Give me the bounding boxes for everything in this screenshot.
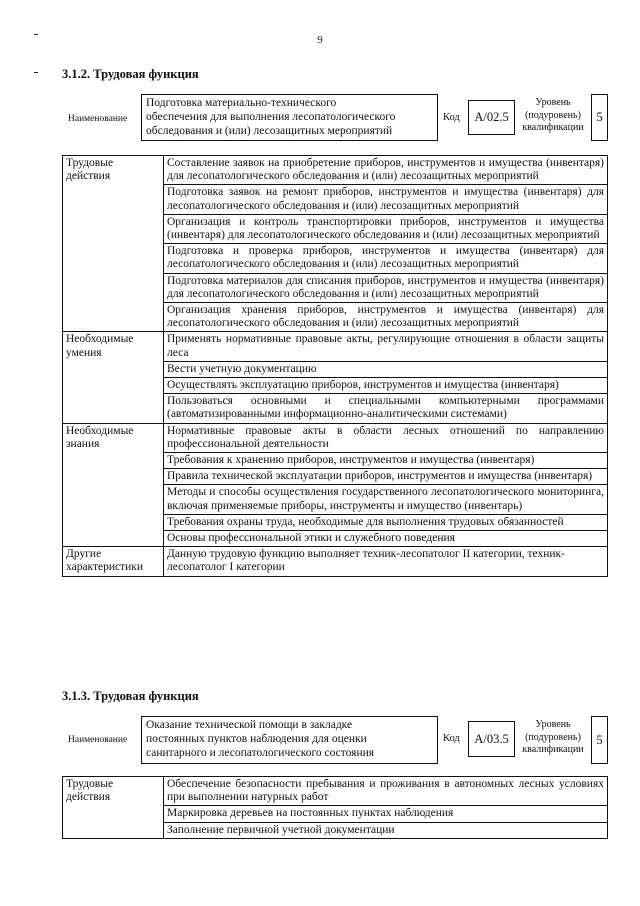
level-value: 5 bbox=[596, 110, 603, 124]
table-cell: Основы профессиональной этики и служебного поведения bbox=[164, 531, 608, 547]
table-cell: Применять нормативные правовые акты, регулирующие отношения в области защиты леса bbox=[164, 332, 608, 361]
table-cell: Правила технической эксплуатации приборов, инструментов и имущества (инвентаря) bbox=[164, 469, 608, 485]
function-name-box bbox=[141, 716, 438, 764]
scan-mark bbox=[34, 72, 38, 73]
code-value: А/02.5 bbox=[474, 110, 509, 124]
level-label-line: (подуровень) bbox=[525, 109, 581, 121]
name-label: Наименование bbox=[68, 735, 128, 745]
code-value: А/03.5 bbox=[474, 731, 509, 746]
table-cell: Заполнение первичной учетной документации bbox=[164, 822, 608, 838]
level-box bbox=[591, 716, 608, 764]
table-cell: Нормативные правовые акты в области лесных отношений по направлению профессиональной деятельности bbox=[164, 423, 608, 452]
section-title: 3.1.3. Трудовая функция bbox=[62, 689, 199, 703]
code-box bbox=[468, 100, 515, 135]
function-name-box bbox=[141, 94, 438, 141]
table-cell: Методы и способы осуществления государственного лесопатологического мониторинга, включая применяемые приборы, инструменты и имущество (инвентарь) bbox=[164, 485, 608, 514]
function-name-line: обеспечения для выполнения лесопатологического bbox=[146, 111, 396, 123]
code-label: Код bbox=[443, 733, 460, 744]
level-box bbox=[591, 94, 608, 141]
table-row bbox=[63, 547, 608, 576]
function-name-line: обследования и (или) лесозащитных мероприятий bbox=[146, 125, 393, 137]
code-label: Код bbox=[443, 112, 460, 123]
function-name-line: постоянных пунктов наблюдения для оценки bbox=[146, 733, 367, 745]
group-label: Трудовые действия bbox=[63, 777, 164, 839]
table-cell: Организация хранения приборов, инструментов и имущества (инвентаря) для лесопатологического обследования и (или) лесозащитных мероприятий bbox=[164, 303, 608, 332]
level-label-line: Уровень bbox=[535, 97, 571, 108]
group-label: Необходимые умения bbox=[63, 332, 164, 423]
level-value: 5 bbox=[596, 732, 603, 747]
level-label-line: квалификации bbox=[522, 122, 584, 133]
level-label bbox=[518, 97, 588, 135]
table-cell: Подготовка заявок на ремонт приборов, инструментов и имущества (инвентаря) для лесопатологического обследования и (или) лесозащитных мероприятий bbox=[164, 185, 608, 214]
level-label-line: Уровень bbox=[535, 719, 571, 730]
function-name-line: Оказание технической помощи в закладке bbox=[146, 719, 353, 731]
code-box bbox=[468, 721, 515, 757]
page-number: 9 bbox=[317, 34, 323, 46]
table-cell: Данную трудовую функцию выполняет техник-лесопатолог II категории, техник-лесопатолог I категории bbox=[164, 547, 608, 576]
table-cell: Требования охраны труда, необходимые для выполнения трудовых обязанностей bbox=[164, 514, 608, 530]
table-cell: Вести учетную документацию bbox=[164, 361, 608, 377]
table-cell: Обеспечение безопасности пребывания и проживания в автономных лесных условиях при выполнении натурных работ bbox=[164, 777, 608, 806]
group-label: Необходимые знания bbox=[63, 423, 164, 547]
function-table bbox=[62, 155, 608, 577]
scan-mark bbox=[34, 34, 38, 35]
table-cell: Составление заявок на приобретение приборов, инструментов и имущества (инвентаря) для лесопатологического обследования и (или) лесозащитных мероприятий bbox=[164, 156, 608, 185]
function-table bbox=[62, 776, 608, 839]
table-cell: Маркировка деревьев на постоянных пунктах наблюдения bbox=[164, 806, 608, 822]
group-label: Другие характеристики bbox=[63, 547, 164, 576]
table-row bbox=[63, 423, 608, 452]
table-row bbox=[63, 332, 608, 361]
table-cell: Пользоваться основными и специальными компьютерными программами (автоматизированными информационно-аналитическими системами) bbox=[164, 394, 608, 423]
table-row bbox=[63, 777, 608, 806]
function-name-line: санитарного и лесопатологического состояния bbox=[146, 747, 375, 759]
table-cell: Подготовка и проверка приборов, инструментов и имущества (инвентаря) для лесопатологического обследования и (или) лесозащитных мероприятий bbox=[164, 244, 608, 273]
level-label-line: квалификации bbox=[522, 744, 584, 755]
name-label: Наименование bbox=[68, 114, 128, 124]
table-cell: Осуществлять эксплуатацию приборов, инструментов и имущества (инвентаря) bbox=[164, 378, 608, 394]
table-cell: Подготовка материалов для списания приборов, инструментов и имущества (инвентаря) для лесопатологического обследования и (или) лесозащитных мероприятий bbox=[164, 273, 608, 302]
level-label-line: (подуровень) bbox=[525, 731, 581, 743]
section-title: 3.1.2. Трудовая функция bbox=[62, 67, 199, 81]
table-cell: Организация и контроль транспортировки приборов, инструментов и имущества (инвентаря) для лесопатологического обследования и (или) лесозащитных мероприятий bbox=[164, 214, 608, 243]
level-label bbox=[518, 719, 588, 757]
function-name-line: Подготовка материально-технического bbox=[146, 97, 337, 109]
table-row bbox=[63, 156, 608, 185]
group-label: Трудовые действия bbox=[63, 156, 164, 332]
table-cell: Требования к хранению приборов, инструментов и имущества (инвентаря) bbox=[164, 453, 608, 469]
